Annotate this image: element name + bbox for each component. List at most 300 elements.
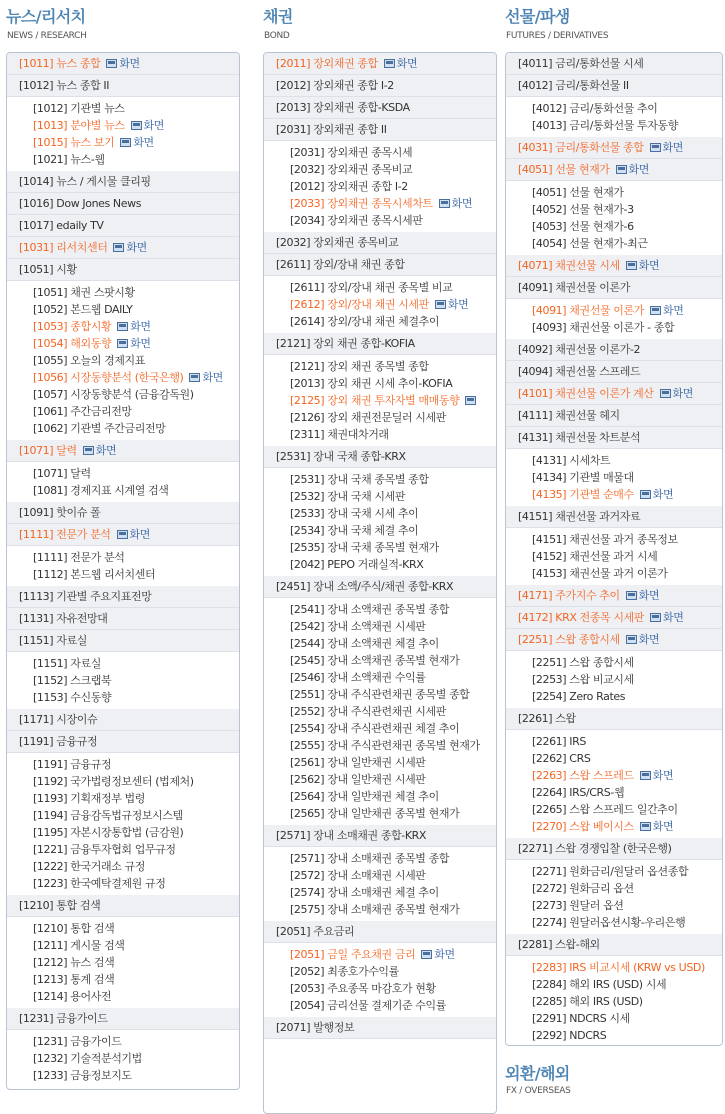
menu-item[interactable] xyxy=(506,1010,722,1027)
menu-code: [2013] xyxy=(290,377,325,390)
menu-group[interactable] xyxy=(7,502,239,524)
monitor-icon[interactable] xyxy=(384,59,395,68)
menu-group[interactable] xyxy=(264,75,496,97)
menu-code: [1151] xyxy=(33,657,68,670)
menu-item[interactable] xyxy=(7,465,239,482)
screen-button[interactable]: 화면 xyxy=(133,136,154,149)
menu-item[interactable] xyxy=(7,773,239,790)
menu-item[interactable] xyxy=(506,959,722,976)
menu-label: 장외채권 종합 I-2 xyxy=(327,180,408,193)
menu-label: 뉴스 보기 xyxy=(70,136,115,149)
menu-item[interactable] xyxy=(264,471,496,488)
menu-code: [1131] xyxy=(19,612,54,625)
menu-group[interactable] xyxy=(7,193,239,215)
screen-button[interactable]: 화면 xyxy=(628,163,649,176)
menu-group[interactable] xyxy=(506,255,722,277)
screen-button[interactable]: 화면 xyxy=(434,948,455,961)
screen-button[interactable]: 화면 xyxy=(652,820,674,833)
section-title-korean: 채권 xyxy=(263,7,293,26)
screen-button[interactable]: 화면 xyxy=(119,57,140,70)
menu-code: [2614] xyxy=(290,315,325,328)
menu-item[interactable] xyxy=(264,635,496,652)
menu-group[interactable] xyxy=(7,709,239,731)
menu-label: 한국예탁결제원 규정 xyxy=(70,877,166,890)
monitor-icon[interactable] xyxy=(439,199,450,208)
menu-code: [4151] xyxy=(532,533,567,546)
menu-item[interactable] xyxy=(7,841,239,858)
menu-item[interactable] xyxy=(506,486,722,503)
menu-label: 주가지수 추이 xyxy=(555,589,620,602)
menu-group[interactable] xyxy=(7,608,239,630)
menu-item[interactable] xyxy=(264,884,496,901)
menu-group[interactable] xyxy=(506,427,722,449)
menu-label: 장내 국채 종합-KRX xyxy=(313,450,406,463)
menu-item[interactable] xyxy=(506,100,722,117)
menu-group[interactable] xyxy=(506,75,722,97)
menu-item[interactable] xyxy=(506,818,722,835)
menu-group[interactable] xyxy=(506,607,722,629)
menu-code: [1210] xyxy=(33,922,68,935)
menu-item[interactable] xyxy=(264,161,496,178)
menu-label: 채권선물 이론가 xyxy=(569,304,644,317)
menu-item[interactable] xyxy=(7,920,239,937)
screen-button[interactable]: 화면 xyxy=(129,528,150,541)
menu-label: 핫이슈 폴 xyxy=(56,506,101,519)
menu-group[interactable] xyxy=(506,838,722,860)
menu-item[interactable] xyxy=(506,531,722,548)
menu-item[interactable] xyxy=(264,867,496,884)
menu-code: [2271] xyxy=(532,865,567,878)
menu-group[interactable] xyxy=(506,339,722,361)
screen-button[interactable]: 화면 xyxy=(143,119,164,132)
menu-label: 리서치센터 xyxy=(56,241,108,254)
menu-group[interactable] xyxy=(7,75,239,97)
menu-label: 장외채권 종목시세 xyxy=(327,146,413,159)
screen-button[interactable]: 화면 xyxy=(95,444,117,457)
menu-item[interactable] xyxy=(264,618,496,635)
screen-button[interactable]: 화면 xyxy=(652,769,674,782)
menu-code: [2564] xyxy=(290,790,325,803)
menu-group[interactable] xyxy=(7,259,239,281)
menu-label: 뉴스 검색 xyxy=(70,956,115,969)
menu-code: [2253] xyxy=(532,673,567,686)
screen-button[interactable]: 화면 xyxy=(130,337,151,350)
menu-item[interactable] xyxy=(506,452,722,469)
menu-item[interactable] xyxy=(506,767,722,784)
monitor-icon[interactable] xyxy=(83,446,94,455)
screen-button[interactable]: 화면 xyxy=(662,141,683,154)
menu-group[interactable] xyxy=(7,440,239,462)
menu-label: 장내 국채 체결 추이 xyxy=(327,524,419,537)
menu-group[interactable] xyxy=(506,585,722,607)
menu-code: [1221] xyxy=(33,843,68,856)
menu-label: 채권선물 이론가 계산 xyxy=(555,387,654,400)
menu-code: [1223] xyxy=(33,877,68,890)
menu-group[interactable] xyxy=(506,383,722,405)
menu-label: 원화금리 옵션 xyxy=(569,882,634,895)
menu-code: [2071] xyxy=(276,1021,311,1034)
menu-label: 전문가 분석 xyxy=(56,528,111,541)
menu-label: 장내 소액/주식/채권 종합-KRX xyxy=(313,580,454,593)
menu-code: [2283] xyxy=(532,961,567,974)
menu-item[interactable] xyxy=(264,212,496,229)
menu-label: 금융가이드 xyxy=(56,1012,108,1025)
menu-label: 장내 소매채권 시세판 xyxy=(327,869,426,882)
menu-item[interactable] xyxy=(7,386,239,403)
menu-group[interactable] xyxy=(506,629,722,651)
menu-item[interactable] xyxy=(506,565,722,582)
menu-item[interactable] xyxy=(264,850,496,867)
screen-button[interactable]: 화면 xyxy=(447,298,469,311)
bond-heading xyxy=(263,0,497,52)
screen-button[interactable]: 화면 xyxy=(638,259,660,272)
monitor-icon[interactable] xyxy=(117,339,128,348)
screen-button[interactable]: 화면 xyxy=(130,320,151,333)
menu-item[interactable] xyxy=(506,880,722,897)
menu-item[interactable] xyxy=(7,318,239,335)
menu-label: 자료실 xyxy=(56,634,87,647)
menu-item[interactable] xyxy=(264,426,496,443)
monitor-icon[interactable] xyxy=(626,591,637,600)
menu-label: 오늘의 경제지표 xyxy=(70,354,145,367)
menu-code: [1061] xyxy=(33,405,68,418)
menu-item[interactable] xyxy=(7,100,239,117)
menu-code: [1111] xyxy=(19,528,54,541)
screen-button[interactable]: 화면 xyxy=(672,387,693,400)
menu-item[interactable] xyxy=(264,946,496,963)
menu-item[interactable] xyxy=(7,1033,239,1050)
menu-item[interactable] xyxy=(7,335,239,352)
menu-item[interactable] xyxy=(506,733,722,750)
menu-item[interactable] xyxy=(264,539,496,556)
menu-item[interactable] xyxy=(264,963,496,980)
menu-item[interactable] xyxy=(7,482,239,499)
monitor-icon[interactable] xyxy=(650,306,661,315)
menu-code: [4131] xyxy=(532,454,567,467)
screen-button[interactable]: 화면 xyxy=(638,633,660,646)
menu-item[interactable] xyxy=(506,235,722,252)
menu-group[interactable] xyxy=(506,53,722,75)
menu-code: [1012] xyxy=(33,102,68,115)
menu-group[interactable] xyxy=(506,277,722,299)
menu-item[interactable] xyxy=(7,1067,239,1084)
menu-item[interactable] xyxy=(7,672,239,689)
menu-item[interactable] xyxy=(264,279,496,296)
menu-code: [4152] xyxy=(532,550,567,563)
menu-group[interactable] xyxy=(264,921,496,943)
menu-group[interactable] xyxy=(506,506,722,528)
monitor-icon[interactable] xyxy=(640,771,651,780)
menu-item[interactable] xyxy=(264,392,496,409)
menu-label: 금리/통화선물 추이 xyxy=(569,102,658,115)
menu-label: 금리/통화선물 투자동향 xyxy=(569,119,678,132)
menu-item[interactable] xyxy=(7,858,239,875)
menu-item[interactable] xyxy=(506,184,722,201)
menu-item[interactable] xyxy=(7,352,239,369)
menu-group[interactable] xyxy=(264,576,496,598)
menu-code: [4071] xyxy=(518,259,553,272)
menu-item[interactable] xyxy=(7,1050,239,1067)
menu-label: 장외 채권 시세 추이-KOFIA xyxy=(327,377,453,390)
menu-item[interactable] xyxy=(7,756,239,773)
menu-item[interactable] xyxy=(506,976,722,993)
screen-button[interactable]: 화면 xyxy=(663,611,684,624)
menu-label: 금융가이드 xyxy=(70,1035,122,1048)
menu-item[interactable] xyxy=(264,358,496,375)
menu-code: [1112] xyxy=(33,568,68,581)
menu-code: [2012] xyxy=(290,180,325,193)
screen-button[interactable]: 화면 xyxy=(396,57,418,70)
menu-item[interactable] xyxy=(506,548,722,565)
menu-label: 스왑 베이시스 xyxy=(569,820,634,833)
menu-item[interactable] xyxy=(264,505,496,522)
menu-item[interactable] xyxy=(506,218,722,235)
menu-item[interactable] xyxy=(7,655,239,672)
menu-label: 경제지표 시계열 검색 xyxy=(70,484,169,497)
menu-item[interactable] xyxy=(7,403,239,420)
menu-item[interactable] xyxy=(506,469,722,486)
menu-label: 장외채권 종합-KSDA xyxy=(313,101,410,114)
menu-item[interactable] xyxy=(264,771,496,788)
monitor-icon[interactable] xyxy=(660,389,671,398)
menu-item[interactable] xyxy=(506,801,722,818)
menu-item[interactable] xyxy=(506,654,722,671)
menu-group[interactable] xyxy=(264,254,496,276)
menu-label: 장외채권 종합 I-2 xyxy=(313,79,394,92)
menu-item[interactable] xyxy=(506,750,722,767)
menu-item[interactable] xyxy=(264,556,496,573)
menu-item[interactable] xyxy=(7,301,239,318)
monitor-icon[interactable] xyxy=(616,165,627,174)
screen-button[interactable]: 화면 xyxy=(126,241,147,254)
menu-group[interactable] xyxy=(7,1008,239,1030)
menu-item[interactable] xyxy=(506,302,722,319)
menu-item[interactable] xyxy=(264,686,496,703)
monitor-icon[interactable] xyxy=(640,822,651,831)
menu-group[interactable] xyxy=(7,215,239,237)
monitor-icon[interactable] xyxy=(650,143,661,152)
menu-item[interactable] xyxy=(7,971,239,988)
menu-item[interactable] xyxy=(7,875,239,892)
menu-group[interactable] xyxy=(7,630,239,652)
menu-group[interactable] xyxy=(7,586,239,608)
menu-code: [4051] xyxy=(518,163,553,176)
menu-item[interactable] xyxy=(264,601,496,618)
monitor-icon[interactable] xyxy=(421,950,432,959)
menu-item[interactable] xyxy=(264,178,496,195)
screen-button[interactable]: 화면 xyxy=(662,304,684,317)
menu-code: [2292] xyxy=(532,1029,567,1042)
menu-group[interactable] xyxy=(506,137,722,159)
menu-group[interactable] xyxy=(7,731,239,753)
monitor-icon[interactable] xyxy=(120,138,131,147)
monitor-icon[interactable] xyxy=(117,322,128,331)
menu-code: [2254] xyxy=(532,690,567,703)
menu-item[interactable] xyxy=(7,369,239,386)
menu-item[interactable] xyxy=(7,566,239,583)
menu-code: [4053] xyxy=(532,220,567,233)
screen-button[interactable]: 화면 xyxy=(202,371,223,384)
monitor-icon[interactable] xyxy=(626,261,637,270)
menu-item[interactable] xyxy=(506,319,722,336)
menu-item[interactable] xyxy=(7,117,239,134)
menu-label: 원화금리/원달러 옵션종합 xyxy=(569,865,689,878)
menu-label: 시장동향분석 (금융감독원) xyxy=(70,388,194,401)
menu-code: [2561] xyxy=(290,756,325,769)
menu-group[interactable] xyxy=(264,53,496,75)
menu-code: [1056] xyxy=(33,371,68,384)
menu-item[interactable] xyxy=(264,754,496,771)
menu-item[interactable] xyxy=(7,549,239,566)
menu-label: 채권선물 이론가-2 xyxy=(555,343,641,356)
spacer xyxy=(506,1044,722,1046)
menu-group[interactable] xyxy=(264,119,496,141)
menu-label: 선물 현재가 xyxy=(555,163,610,176)
menu-code: [1062] xyxy=(33,422,68,435)
menu-item[interactable] xyxy=(7,790,239,807)
menu-group[interactable] xyxy=(264,97,496,119)
menu-item[interactable] xyxy=(7,420,239,437)
menu-item[interactable] xyxy=(264,296,496,313)
menu-item[interactable] xyxy=(506,914,722,931)
menu-group[interactable] xyxy=(506,405,722,427)
monitor-icon[interactable] xyxy=(465,396,476,405)
menu-label: 국가법령정보센터 (법제처) xyxy=(70,775,194,788)
menu-item[interactable] xyxy=(506,1027,722,1044)
menu-item[interactable] xyxy=(7,988,239,1005)
section-title-english: NEWS / RESEARCH xyxy=(7,31,87,41)
menu-label: 통합 검색 xyxy=(70,922,115,935)
monitor-icon[interactable] xyxy=(650,613,661,622)
menu-label: 분야별 뉴스 xyxy=(70,119,125,132)
menu-label: 금리/통화선물 시세 xyxy=(555,57,644,70)
menu-label: 채권선물 이론가 - 종합 xyxy=(569,321,675,334)
menu-item[interactable] xyxy=(264,488,496,505)
menu-code: [1015] xyxy=(33,136,68,149)
menu-label: 장내 일반채권 시세판 xyxy=(327,756,426,769)
menu-item[interactable] xyxy=(7,689,239,706)
screen-button[interactable]: 화면 xyxy=(638,589,660,602)
screen-button[interactable]: 화면 xyxy=(451,197,473,210)
monitor-icon[interactable] xyxy=(131,121,142,130)
menu-label: 뉴스 / 게시물 클리핑 xyxy=(56,175,151,188)
menu-group[interactable] xyxy=(7,524,239,546)
monitor-icon[interactable] xyxy=(189,373,200,382)
monitor-icon[interactable] xyxy=(113,243,124,252)
menu-group[interactable] xyxy=(506,934,722,956)
menu-label: 장내 소액채권 종목별 현재가 xyxy=(327,654,460,667)
menu-group[interactable] xyxy=(7,171,239,193)
menu-item[interactable] xyxy=(264,375,496,392)
menu-item[interactable] xyxy=(264,980,496,997)
menu-group[interactable] xyxy=(264,446,496,468)
menu-code: [2251] xyxy=(518,633,553,646)
menu-item[interactable] xyxy=(264,805,496,822)
menu-group[interactable] xyxy=(506,159,722,181)
menu-code: [1052] xyxy=(33,303,68,316)
menu-item[interactable] xyxy=(264,144,496,161)
menu-label: 자유전망대 xyxy=(56,612,108,625)
menu-label: 채권대차거래 xyxy=(327,428,389,441)
menu-item[interactable] xyxy=(7,151,239,168)
menu-code: [2575] xyxy=(290,903,325,916)
menu-item[interactable] xyxy=(7,937,239,954)
menu-code: [1191] xyxy=(19,735,54,748)
menu-group[interactable] xyxy=(7,237,239,259)
menu-item[interactable] xyxy=(264,737,496,754)
menu-item[interactable] xyxy=(264,652,496,669)
menu-item[interactable] xyxy=(7,954,239,971)
menu-group[interactable] xyxy=(506,361,722,383)
menu-item[interactable] xyxy=(506,897,722,914)
menu-item[interactable] xyxy=(264,720,496,737)
monitor-icon[interactable] xyxy=(117,530,128,539)
menu-group[interactable] xyxy=(264,333,496,355)
menu-item[interactable] xyxy=(506,671,722,688)
menu-item[interactable] xyxy=(7,284,239,301)
menu-label: 선물 현재가-3 xyxy=(569,203,634,216)
menu-group[interactable] xyxy=(264,1017,496,1039)
menu-item[interactable] xyxy=(264,669,496,686)
menu-code: [1194] xyxy=(33,809,68,822)
menu-item[interactable] xyxy=(7,134,239,151)
menu-code: [1057] xyxy=(33,388,68,401)
menu-item[interactable] xyxy=(506,863,722,880)
menu-group[interactable] xyxy=(264,825,496,847)
menu-code: [2612] xyxy=(290,298,325,311)
news-research-heading xyxy=(6,0,240,52)
menu-label: 장외/장내 채권 종목별 비교 xyxy=(327,281,453,294)
menu-label: 채권선물 시세 xyxy=(555,259,620,272)
menu-code: [1011] xyxy=(19,57,54,70)
menu-label: 원달러옵션시황-우리은행 xyxy=(569,916,686,929)
menu-item[interactable] xyxy=(7,824,239,841)
menu-group[interactable] xyxy=(506,708,722,730)
menu-item[interactable] xyxy=(264,522,496,539)
menu-group[interactable] xyxy=(7,53,239,75)
menu-code: [1153] xyxy=(33,691,68,704)
menu-code: [4134] xyxy=(532,471,567,484)
screen-button[interactable]: 화면 xyxy=(652,488,674,501)
menu-item[interactable] xyxy=(506,993,722,1010)
menu-code: [1051] xyxy=(33,286,68,299)
menu-group[interactable] xyxy=(7,895,239,917)
menu-item[interactable] xyxy=(264,703,496,720)
menu-label: 채권선물 헤지 xyxy=(555,409,620,422)
monitor-icon[interactable] xyxy=(106,59,117,68)
menu-label: 장외 채권전문딜러 시세판 xyxy=(327,411,446,424)
menu-code: [4131] xyxy=(518,431,553,444)
menu-item[interactable] xyxy=(264,195,496,212)
menu-code: [2555] xyxy=(290,739,325,752)
monitor-icon[interactable] xyxy=(640,490,651,499)
monitor-icon[interactable] xyxy=(626,635,637,644)
monitor-icon[interactable] xyxy=(435,300,446,309)
menu-group[interactable] xyxy=(264,232,496,254)
menu-item[interactable] xyxy=(506,201,722,218)
menu-item[interactable] xyxy=(264,788,496,805)
menu-code: [2281] xyxy=(518,938,553,951)
menu-item[interactable] xyxy=(506,117,722,134)
menu-label: 장외채권 종합 xyxy=(313,57,378,70)
menu-item[interactable] xyxy=(264,901,496,918)
menu-item[interactable] xyxy=(506,784,722,801)
menu-item[interactable] xyxy=(7,807,239,824)
menu-item[interactable] xyxy=(264,997,496,1014)
menu-item[interactable] xyxy=(264,409,496,426)
menu-item[interactable] xyxy=(506,688,722,705)
menu-item[interactable] xyxy=(264,313,496,330)
